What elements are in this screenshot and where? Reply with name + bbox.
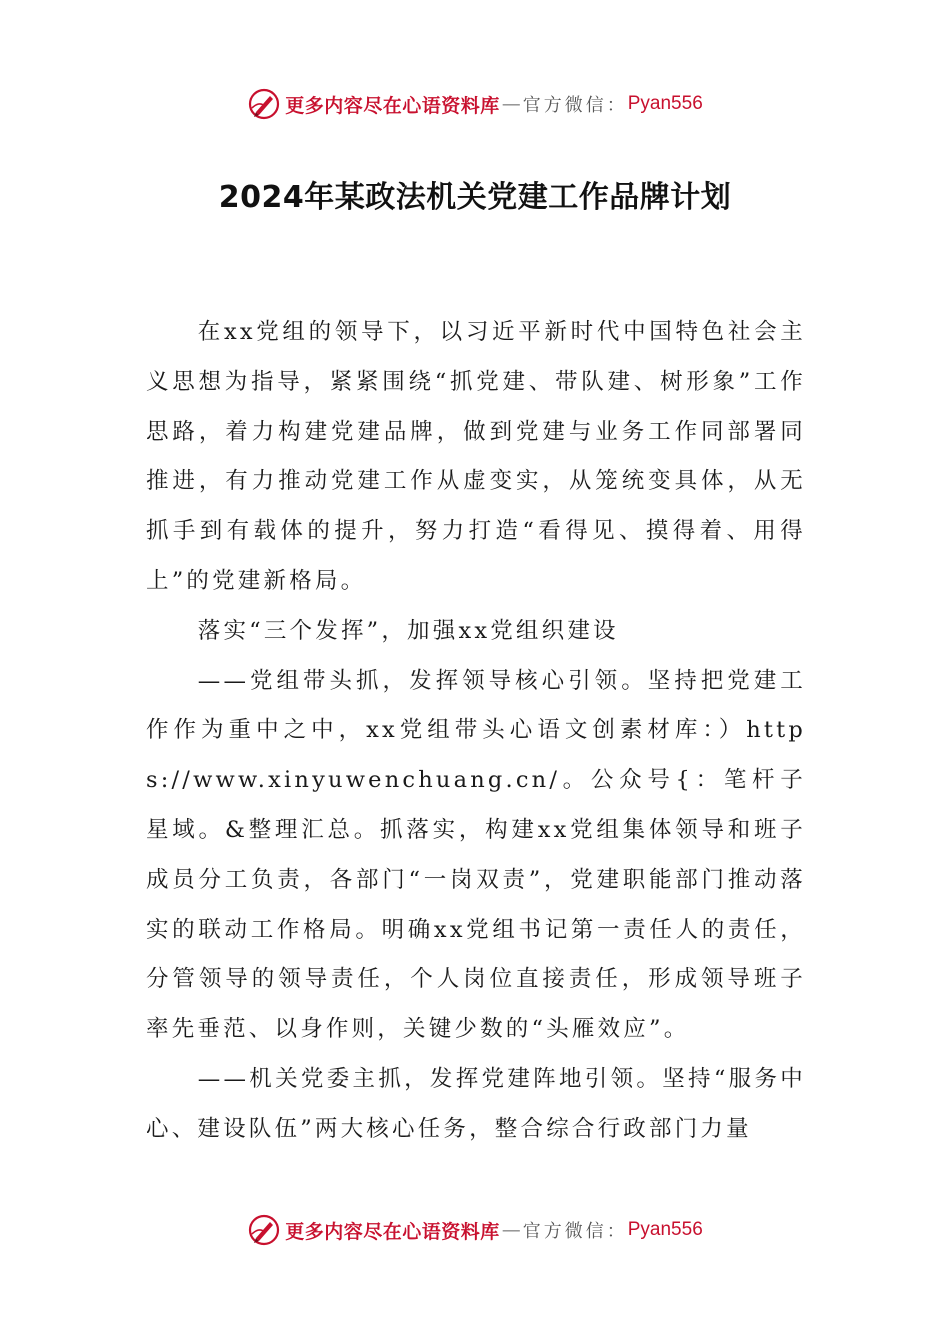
header-watermark (0, 82, 950, 126)
watermark-wechat-label: 官方微信： (522, 1221, 628, 1242)
watermark-site-text: 更多内容尽在心语资料库 (285, 94, 500, 117)
section-heading: 落实“三个发挥”，加强xx党组织建设 (197, 617, 619, 644)
watermark-site-text: 更多内容尽在心语资料库 (285, 1220, 500, 1243)
watermark-wechat-id: Pyan556 (627, 1219, 703, 1240)
watermark-wechat-id: Pyan556 (627, 93, 703, 114)
document-title: 2024年某政法机关党建工作品牌计划 (218, 180, 732, 215)
body-paragraph: ——党组带头抓，发挥领导核心引领。坚持把党建工作作为重中之中，xx党组带头心语文创素材库：）https://www.xinyuwenchuang.cn/。公众号{：笔杆子星域。&整理汇总。抓落实，构建xx党组集体领导和班子成员分工负责，各部门“一岗双责”，党建职能部门推动落实的联动工作格局。明确xx党组书记第一责任人的责任，分管领导的领导责任，个人岗位直接责任，形成领导班子率先垂范、以身作则，关键少数的“头雁效应”。 (146, 667, 806, 1043)
body-paragraph: ——机关党委主抓，发挥党建阵地引领。坚持“服务中心、建设队伍”两大核心任务，整合综合行政部门力量 (146, 1065, 806, 1142)
watermark-dash: — (501, 1219, 521, 1241)
watermark-dash: — (501, 93, 521, 115)
pen-logo-icon (247, 87, 281, 121)
document-body (146, 308, 806, 1155)
watermark-wechat-label: 官方微信： (522, 95, 628, 116)
body-paragraph: 在xx党组的领导下，以习近平新时代中国特色社会主义思想为指导，紧紧围绕“抓党建、带队建、树形象”工作思路，着力构建党建品牌，做到党建与业务工作同部署同推进，有力推动党建工作从虚变实，从笼统变具体，从无抓手到有载体的提升，努力打造“看得见、摸得着、用得上”的党建新格局。 (146, 319, 806, 594)
pen-logo-icon (247, 1213, 281, 1247)
footer-watermark (0, 1208, 950, 1252)
